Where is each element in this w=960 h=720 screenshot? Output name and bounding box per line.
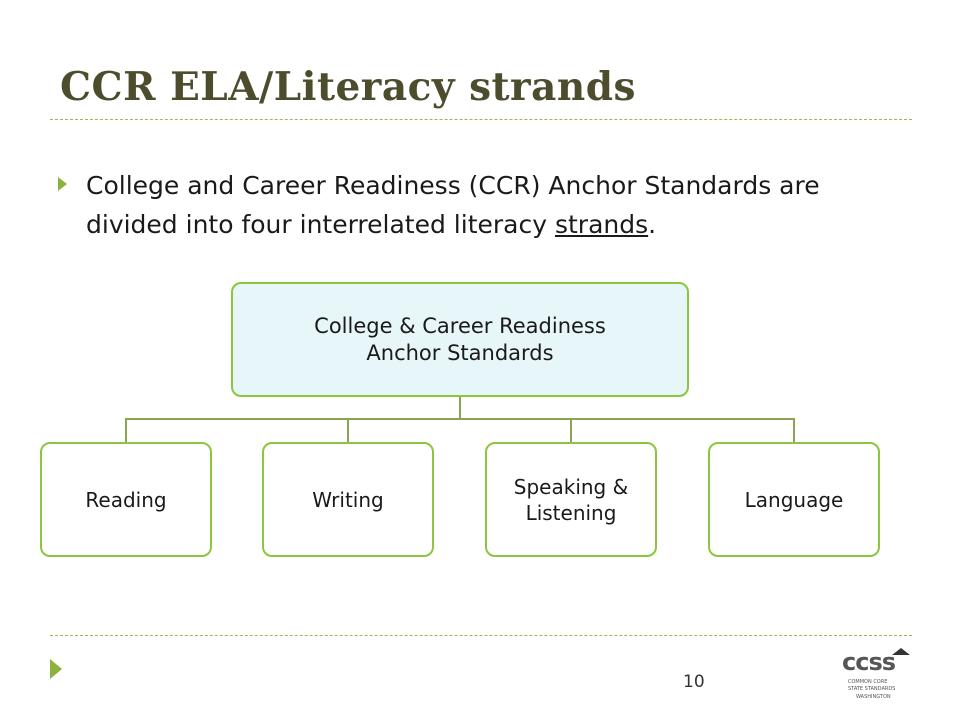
page-number: 10	[683, 672, 705, 692]
logo-wordmark: ccss	[842, 648, 896, 676]
strand-label-reading: Reading	[85, 487, 167, 512]
connector-writing	[347, 418, 349, 442]
logo-line-2: STATE STANDARDS	[848, 686, 896, 692]
connector-language	[793, 418, 795, 442]
connector-reading	[125, 418, 127, 442]
bullet-item	[58, 166, 888, 244]
logo-line-3: WASHINGTON	[856, 694, 891, 700]
connector-bus	[126, 418, 794, 420]
connector-speaking	[570, 418, 572, 442]
triangle-bullet-icon	[58, 177, 67, 191]
bullet-text-main: College and Career Readiness (CCR) Anchor Standards are divided into four interrelated literacy	[86, 171, 820, 239]
root-node-label: College & Career Readiness Anchor Standards	[314, 313, 606, 365]
ccss-logo	[842, 648, 912, 708]
logo-line-1: COMMON CORE	[848, 679, 888, 685]
connector-root-stem	[459, 397, 461, 419]
strands-underlined: strands	[554, 210, 649, 239]
bullet-text-end: .	[648, 210, 657, 239]
slide-title: CCR ELA/Literacy strands	[60, 64, 636, 110]
title-divider	[50, 119, 912, 120]
bullet-text	[86, 166, 888, 244]
strand-node-reading	[40, 442, 212, 557]
strand-node-writing	[262, 442, 434, 557]
root-node-ccr-anchor-standards	[231, 282, 689, 397]
strand-label-writing: Writing	[312, 487, 384, 512]
footer-divider	[50, 635, 912, 636]
strand-node-language	[708, 442, 880, 557]
next-slide-arrow-icon[interactable]	[50, 659, 62, 679]
strand-label-language: Language	[744, 487, 844, 512]
strand-label-speaking-listening: Speaking & Listening	[513, 474, 629, 525]
strand-node-speaking-listening	[485, 442, 657, 557]
